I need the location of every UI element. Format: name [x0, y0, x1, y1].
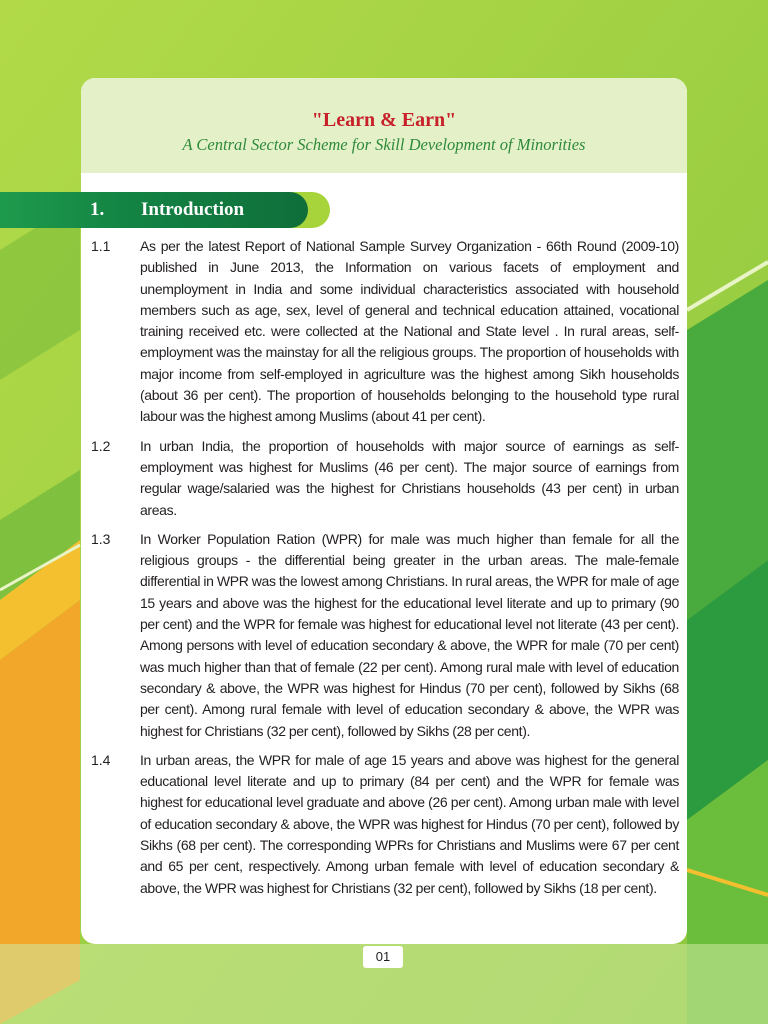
paragraph-text: In Worker Population Ration (WPR) for male was much higher than female for all the religious groups - the differential being greater in the urban areas. The male-female differential in WPR was the lowest among Christians. In rural areas, the WPR for male of age 15 years and above was the highest for the educational level literate and up to primary (90 per cent) and the WPR for female was highest for educational level not literate (43 per cent). Among persons with level of education secondary & above, the WPR for male (70 per cent) was much higher than that of female (22 per cent). Among rural male with level of education secondary & above, the WPR was highest for Hindus (70 per cent), followed by Sikhs (68 per cent). Among rural female with level of education secondary & above, the WPR was highest for Christians (32 per cent), followed by Sikhs (28 per cent).	[140, 530, 679, 739]
paragraph	[0, 529, 768, 742]
paragraph-number: 1.1	[91, 238, 111, 254]
page-title: "Learn & Earn"	[311, 109, 457, 131]
page-subtitle: A Central Sector Scheme for Skill Development of Minorities	[182, 135, 586, 154]
paragraph	[0, 750, 768, 899]
paragraph-text: In urban India, the proportion of households with major source of earnings as self-employment was highest for Muslims (46 per cent). The major source of earnings from regular wage/salaried was the highest for Christians households (43 per cent) in urban areas.	[140, 437, 679, 518]
paragraph	[0, 436, 768, 521]
paragraph-text: In urban areas, the WPR for male of age 15 years and above was highest for the general educational level literate and up to primary (84 per cent) and the WPR for female was highest for educational level graduate and above (26 per cent). Among urban male with level of education secondary & above, the WPR was highest for Hindus (70 per cent), followed by Sikhs (68 per cent). The corresponding WPRs for Christians and Muslims were 67 per cent and 65 per cent, respectively. Among urban female with level of education secondary & above, the WPR was highest for Christians (32 per cent), followed by Sikhs (18 per cent).	[140, 751, 679, 896]
section-number: 1.	[90, 199, 105, 220]
section-title: Introduction	[141, 199, 245, 220]
paragraph-number: 1.2	[91, 437, 111, 454]
section-heading-bar	[0, 192, 330, 228]
paragraph-number: 1.4	[91, 751, 111, 768]
header-band	[81, 78, 687, 173]
paragraph-text: As per the latest Report of National Sample Survey Organization - 66th Round (2009-10) published in June 2013, the Information on various facets of employment and unemployment in India and some individual characteristics associated with household members such as age, sex, level of general and technical education attained, vocational training received etc. were collected at the National and State level . In rural areas, self-employment was the mainstay for all the religious groups. The proportion of households with major income from self-employed in agriculture was the highest among Sikh households (about 36 per cent). The proportion of households belonging to the household type rural labour was the highest among Muslims (about 41 per cent).	[140, 238, 679, 425]
body-content	[0, 236, 768, 907]
paragraph-number: 1.3	[91, 530, 111, 547]
paragraph	[0, 236, 768, 428]
page-number: 01	[363, 946, 403, 968]
